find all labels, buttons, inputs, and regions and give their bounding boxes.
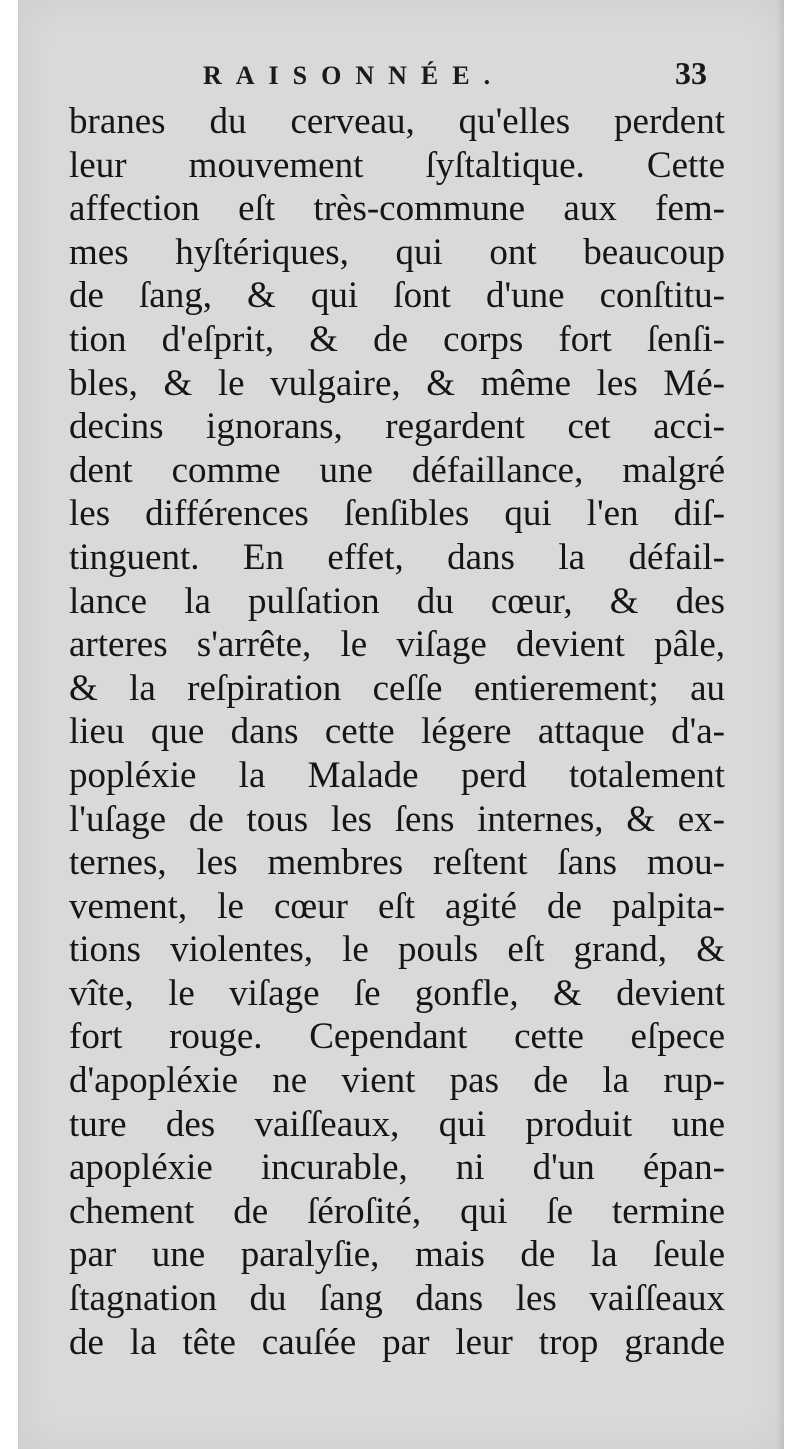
text-line: dent comme une défaillance, malgré [69,449,725,491]
text-line: mes hyſtériques, qui ont beaucoup [69,231,725,273]
text-line: vîte, le viſage ſe gonfle, & devient [69,972,725,1014]
text-line: ture des vaiſſeaux, qui produit une [69,1103,725,1145]
text-line: l'uſage de tous les ſens internes, & ex- [69,798,725,840]
text-line: popléxie la Malade perd totalement [69,754,725,796]
text-line: chement de ſéroſité, qui ſe termine [69,1190,725,1232]
page-number: 33 [675,55,707,91]
text-line: d'apopléxie ne vient pas de la rup- [69,1060,725,1102]
text-line: bles, & le vulgaire, & même les Mé- [69,362,725,404]
text-line: les différences ſenſibles qui l'en diſ- [69,493,725,535]
text-line: vement, le cœur eſt agité de palpita- [69,885,725,927]
text-line: affection eſt très-commune aux fem- [69,188,725,230]
text-line: tinguent. En effet, dans la défail- [69,536,725,578]
text-line: par une paralyſie, mais de la ſeule [69,1234,725,1276]
text-line: lance la pulſation du cœur, & des [69,580,725,622]
text-line: arteres s'arrête, le viſage devient pâle, [69,624,725,666]
text-line: ſtagnation du ſang dans les vaiſſeaux [69,1278,725,1320]
text-line: branes du cerveau, qu'elles perdent [69,101,725,142]
text-line: tion d'eſprit, & de corps fort ſenſi- [69,318,725,360]
book-page [18,0,784,1449]
text-line: fort rouge. Cependant cette eſpece [69,1016,725,1058]
text-line: de la tête cauſée par leur trop grande [69,1321,725,1363]
text-line: tions violentes, le pouls eſt grand, & [69,929,725,971]
text-line: leur mouvement ſyſtaltique. Cette [69,144,725,186]
body-text [69,100,725,1364]
text-line: apopléxie incurable, ni d'un épan- [69,1147,725,1189]
running-head: RAISONNÉE. [203,61,505,90]
text-line: ternes, les membres reſtent ſans mou- [69,842,725,884]
text-line: de ſang, & qui ſont d'une conſtitu- [69,275,725,317]
text-line: & la reſpiration ceſſe entierement; au [69,667,725,709]
text-line: decins ignorans, regardent cet acci- [69,406,725,448]
page-header [19,55,784,99]
text-line: lieu que dans cette légere attaque d'a- [69,711,725,753]
